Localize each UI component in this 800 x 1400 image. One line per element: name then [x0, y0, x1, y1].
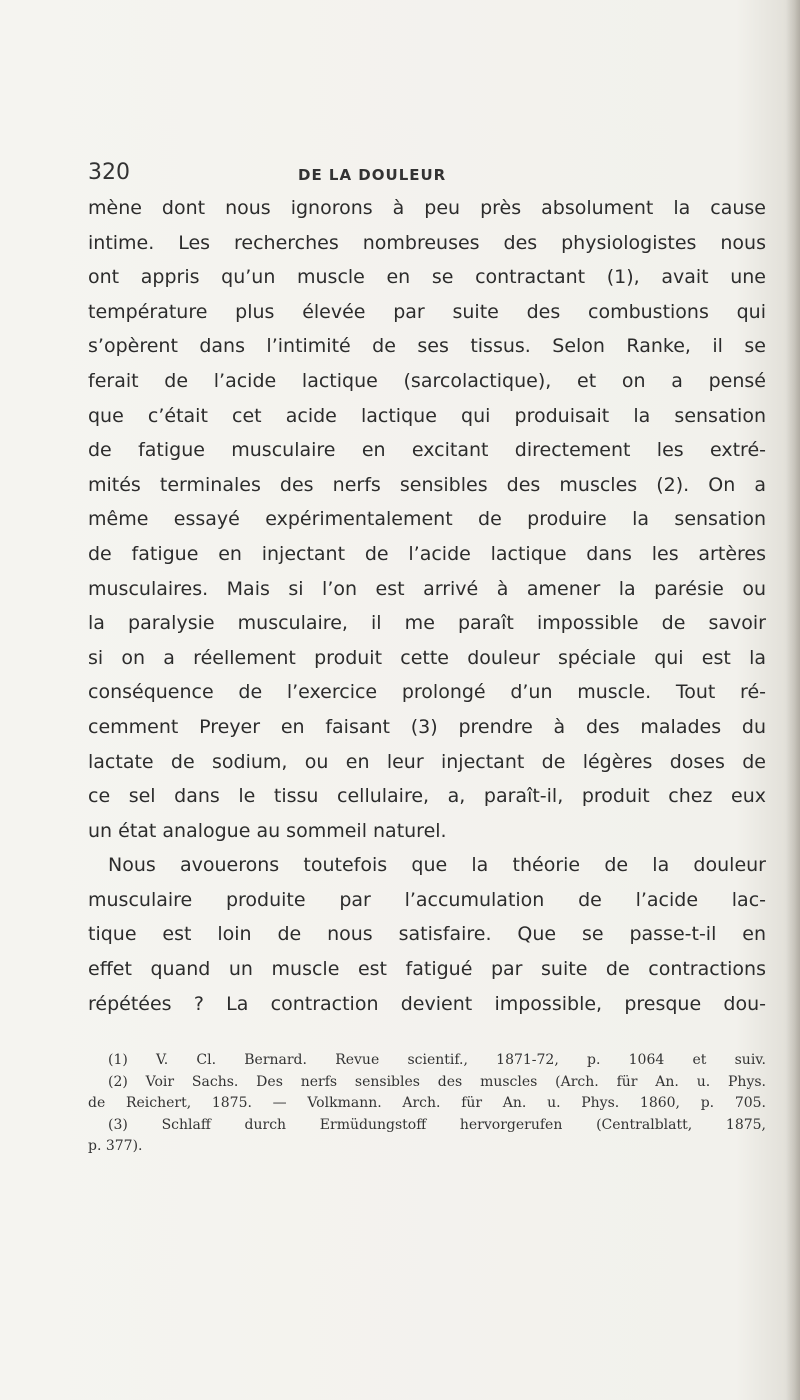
page-edge-shadow [786, 0, 800, 1400]
text-line-paragraph-end: un état analogue au sommeil naturel. [88, 819, 447, 842]
text-line: musculaire produite par l’accumulation de l’acide lac- [88, 888, 766, 911]
text-line: s’opèrent dans l’intimité de ses tissus. Selon Ranke, il se [88, 335, 766, 358]
footnote-2-continued: de Reichert, 1875. — Volkmann. Arch. für An. u. Phys. 1860, p. 705. [88, 1095, 766, 1111]
text-line: ferait de l’acide lactique (sarcolactique), et on a pensé [88, 369, 766, 392]
text-line: mités terminales des nerfs sensibles des muscles (2). On a [88, 473, 766, 496]
footnote-1: (1) V. Cl. Bernard. Revue scientif., 1871-72, p. 1064 et suiv. [108, 1052, 766, 1068]
text-line: la paralysie musculaire, il me paraît impossible de savoir [88, 612, 766, 635]
text-line: intime. Les recherches nombreuses des physiologistes nous [88, 231, 766, 254]
text-line: tique est loin de nous satisfaire. Que se passe-t-il en [88, 923, 766, 946]
text-line: de fatigue en injectant de l’acide lactique dans les artères [88, 542, 766, 565]
running-title: DE LA DOULEUR [298, 166, 447, 184]
text-line: effet quand un muscle est fatigué par suite de contractions [88, 958, 766, 981]
text-line: température plus élevée par suite des combustions qui [88, 300, 766, 323]
footnotes [88, 1050, 766, 1158]
text-line: cemment Preyer en faisant (3) prendre à des malades du [88, 715, 766, 738]
text-line: mène dont nous ignorons à peu près absolument la cause [88, 197, 766, 219]
text-line-paragraph-start: Nous avouerons toutefois que la théorie de la douleur [108, 854, 766, 877]
text-line: musculaires. Mais si l’on est arrivé à amener la parésie ou [88, 577, 766, 600]
main-text [88, 191, 766, 1021]
text-line: répétées ? La contraction devient impossible, presque dou- [88, 992, 766, 1015]
footnote-2: (2) Voir Sachs. Des nerfs sensibles des muscles (Arch. für An. u. Phys. [108, 1073, 766, 1090]
text-line: que c’était cet acide lactique qui produisait la sensation [88, 404, 766, 427]
text-line: lactate de sodium, ou en leur injectant de légères doses de [88, 750, 766, 773]
text-line: conséquence de l’exercice prolongé d’un muscle. Tout ré- [88, 681, 766, 704]
text-line: même essayé expérimentalement de produire la sensation [88, 508, 766, 531]
footnote-3: (3) Schlaff durch Ermüdungstoff hervorgerufen (Centralblatt, 1875, [108, 1116, 766, 1133]
page-header [88, 160, 768, 190]
text-line: de fatigue musculaire en excitant directement les extré- [88, 439, 766, 462]
text-line: si on a réellement produit cette douleur spéciale qui est la [88, 646, 766, 669]
text-line: ont appris qu’un muscle en se contractant (1), avait une [88, 266, 766, 289]
page-number: 320 [88, 160, 130, 185]
footnote-3-continued: p. 377). [88, 1138, 143, 1154]
text-line: ce sel dans le tissu cellulaire, a, paraît-il, produit chez eux [88, 785, 766, 808]
